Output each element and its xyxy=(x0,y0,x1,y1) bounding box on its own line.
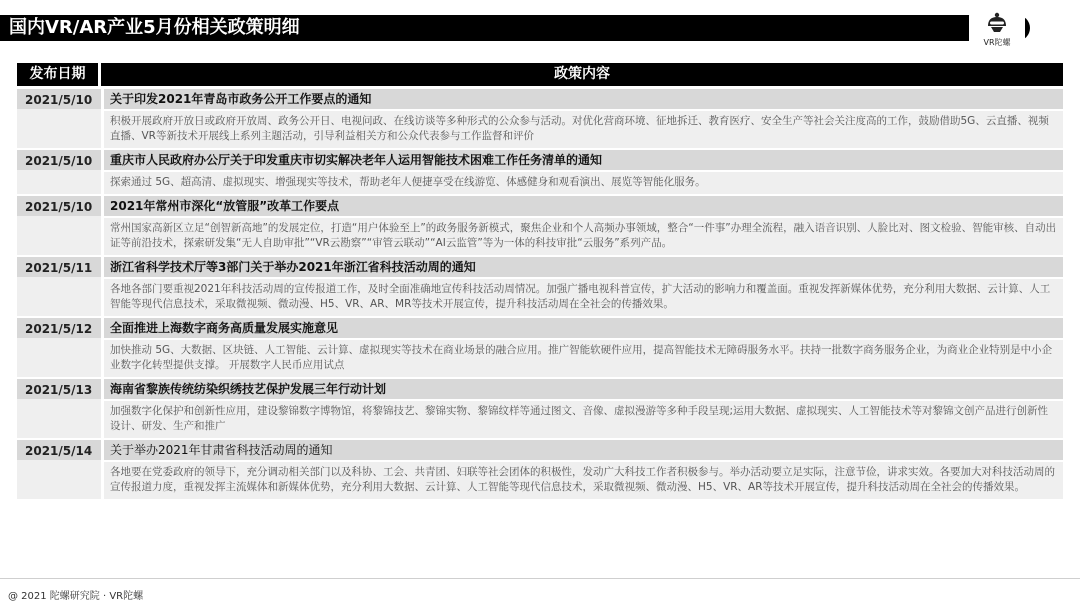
row-title: 重庆市人民政府办公厅关于印发重庆市切实解决老年人运用智能技术困难工作任务清单的通知 xyxy=(104,150,1063,170)
logo-text: VR陀螺 xyxy=(983,38,1011,47)
table-row xyxy=(17,150,1063,194)
row-title: 关于印发2021年青岛市政务公开工作要点的通知 xyxy=(104,89,1063,109)
row-description: 积极开展政府开放日或政府开放周、政务公开日、电视问政、在线访谈等多种形式的公众参与活动。对优化营商环境、征地拆迁、教育医疗、安全生产等社会关注度高的工作，鼓励借助5G、云直播、视频直播、VR等新技术开展线上系列主题活动，引导利益相关方和公众代表参与工作监督和评价 xyxy=(104,111,1063,148)
row-description: 各地要在党委政府的领导下，充分调动相关部门以及科协、工会、共青团、妇联等社会团体的积极性，发动广大科技工作者积极参与。举办活动要立足实际，注意节俭，讲求实效。各要加大对科技活动周的宣传报道力度，重视发挥主流媒体和新媒体优势，充分利用大数据、云计算、人工智能等现代信息技术，采取微视频、微动漫、H5、VR、AR等技术开展宣传，提升科技活动周在全社会的传播效果。 xyxy=(104,462,1063,499)
row-date: 2021/5/12 xyxy=(17,318,101,338)
row-title: 2021年常州市深化“放管服”改革工作要点 xyxy=(104,196,1063,216)
row-title: 关于举办2021年甘肃省科技活动周的通知 xyxy=(104,440,1063,460)
helmet-logo-icon xyxy=(984,10,1010,36)
table-row xyxy=(17,318,1063,377)
footer-copyright: @ 2021 陀螺研究院 · VR陀螺 xyxy=(8,591,144,602)
row-description: 探索通过 5G、超高清、虚拟现实、增强现实等技术，帮助老年人便捷享受在线游览、体感健身和观看演出、展览等智能化服务。 xyxy=(104,172,1063,194)
row-description: 加快推动 5G、大数据、区块链、人工智能、云计算、虚拟现实等技术在商业场景的融合应用。推广智能软硬件应用，提高智能技术无障碍服务水平。扶持一批数字商务服务企业，为商业企业特别是中小企业数字化转型提供支撑。 开展数字人民币应用试点 xyxy=(104,340,1063,377)
table-row xyxy=(17,196,1063,255)
footer-divider xyxy=(0,578,1080,579)
table-row xyxy=(17,257,1063,316)
row-title: 全面推进上海数字商务高质量发展实施意见 xyxy=(104,318,1063,338)
table-header xyxy=(17,63,1063,86)
row-date: 2021/5/10 xyxy=(17,196,101,216)
title-bar xyxy=(0,15,1030,41)
page-title: 国内VR/AR产业5月份相关政策明细 xyxy=(9,17,300,38)
table-row xyxy=(17,440,1063,499)
table-row xyxy=(17,379,1063,438)
table-row xyxy=(17,89,1063,148)
row-description: 常州国家高新区立足“创智新高地”的发展定位，打造“用户体验至上”的政务服务新模式，聚焦企业和个人高频办事领域，整合“一件事”办理全流程，融入语音识别、人脸比对、图文检验、智能审核、自动出证等前沿技术，探索研发集“无人自助审批”“VR云勘察”“审管云联动”“AI云监管”等为一体的科技审批“云服务”系列产品。 xyxy=(104,218,1063,255)
column-header-content: 政策内容 xyxy=(101,63,1063,86)
column-header-date: 发布日期 xyxy=(17,63,98,86)
row-description: 各地各部门要重视2021年科技活动周的宣传报道工作，及时全面准确地宣传科技活动周情况。加强广播电视科普宣传，扩大活动的影响力和覆盖面。重视发挥新媒体优势，充分利用大数据、云计算、人工智能等现代信息技术，采取微视频、微动漫、H5、VR、AR、MR等技术开展宣传，提升科技活动周在全社会的传播效果。 xyxy=(104,279,1063,316)
row-description: 加强数字化保护和创新性应用，建设黎锦数字博物馆，将黎锦技艺、黎锦实物、黎锦纹样等通过图文、音像、虚拟漫游等多种手段呈现;运用大数据、虚拟现实、人工智能技术等对黎锦文创产品进行创新性设计、研发、生产和推广 xyxy=(104,401,1063,438)
row-date: 2021/5/13 xyxy=(17,379,101,399)
row-date: 2021/5/10 xyxy=(17,150,101,170)
logo xyxy=(969,4,1025,54)
row-date: 2021/5/14 xyxy=(17,440,101,460)
row-title: 海南省黎族传统纺染织绣技艺保护发展三年行动计划 xyxy=(104,379,1063,399)
row-date: 2021/5/10 xyxy=(17,89,101,109)
policy-table xyxy=(17,63,1063,501)
row-date: 2021/5/11 xyxy=(17,257,101,277)
row-title: 浙江省科学技术厅等3部门关于举办2021年浙江省科技活动周的通知 xyxy=(104,257,1063,277)
